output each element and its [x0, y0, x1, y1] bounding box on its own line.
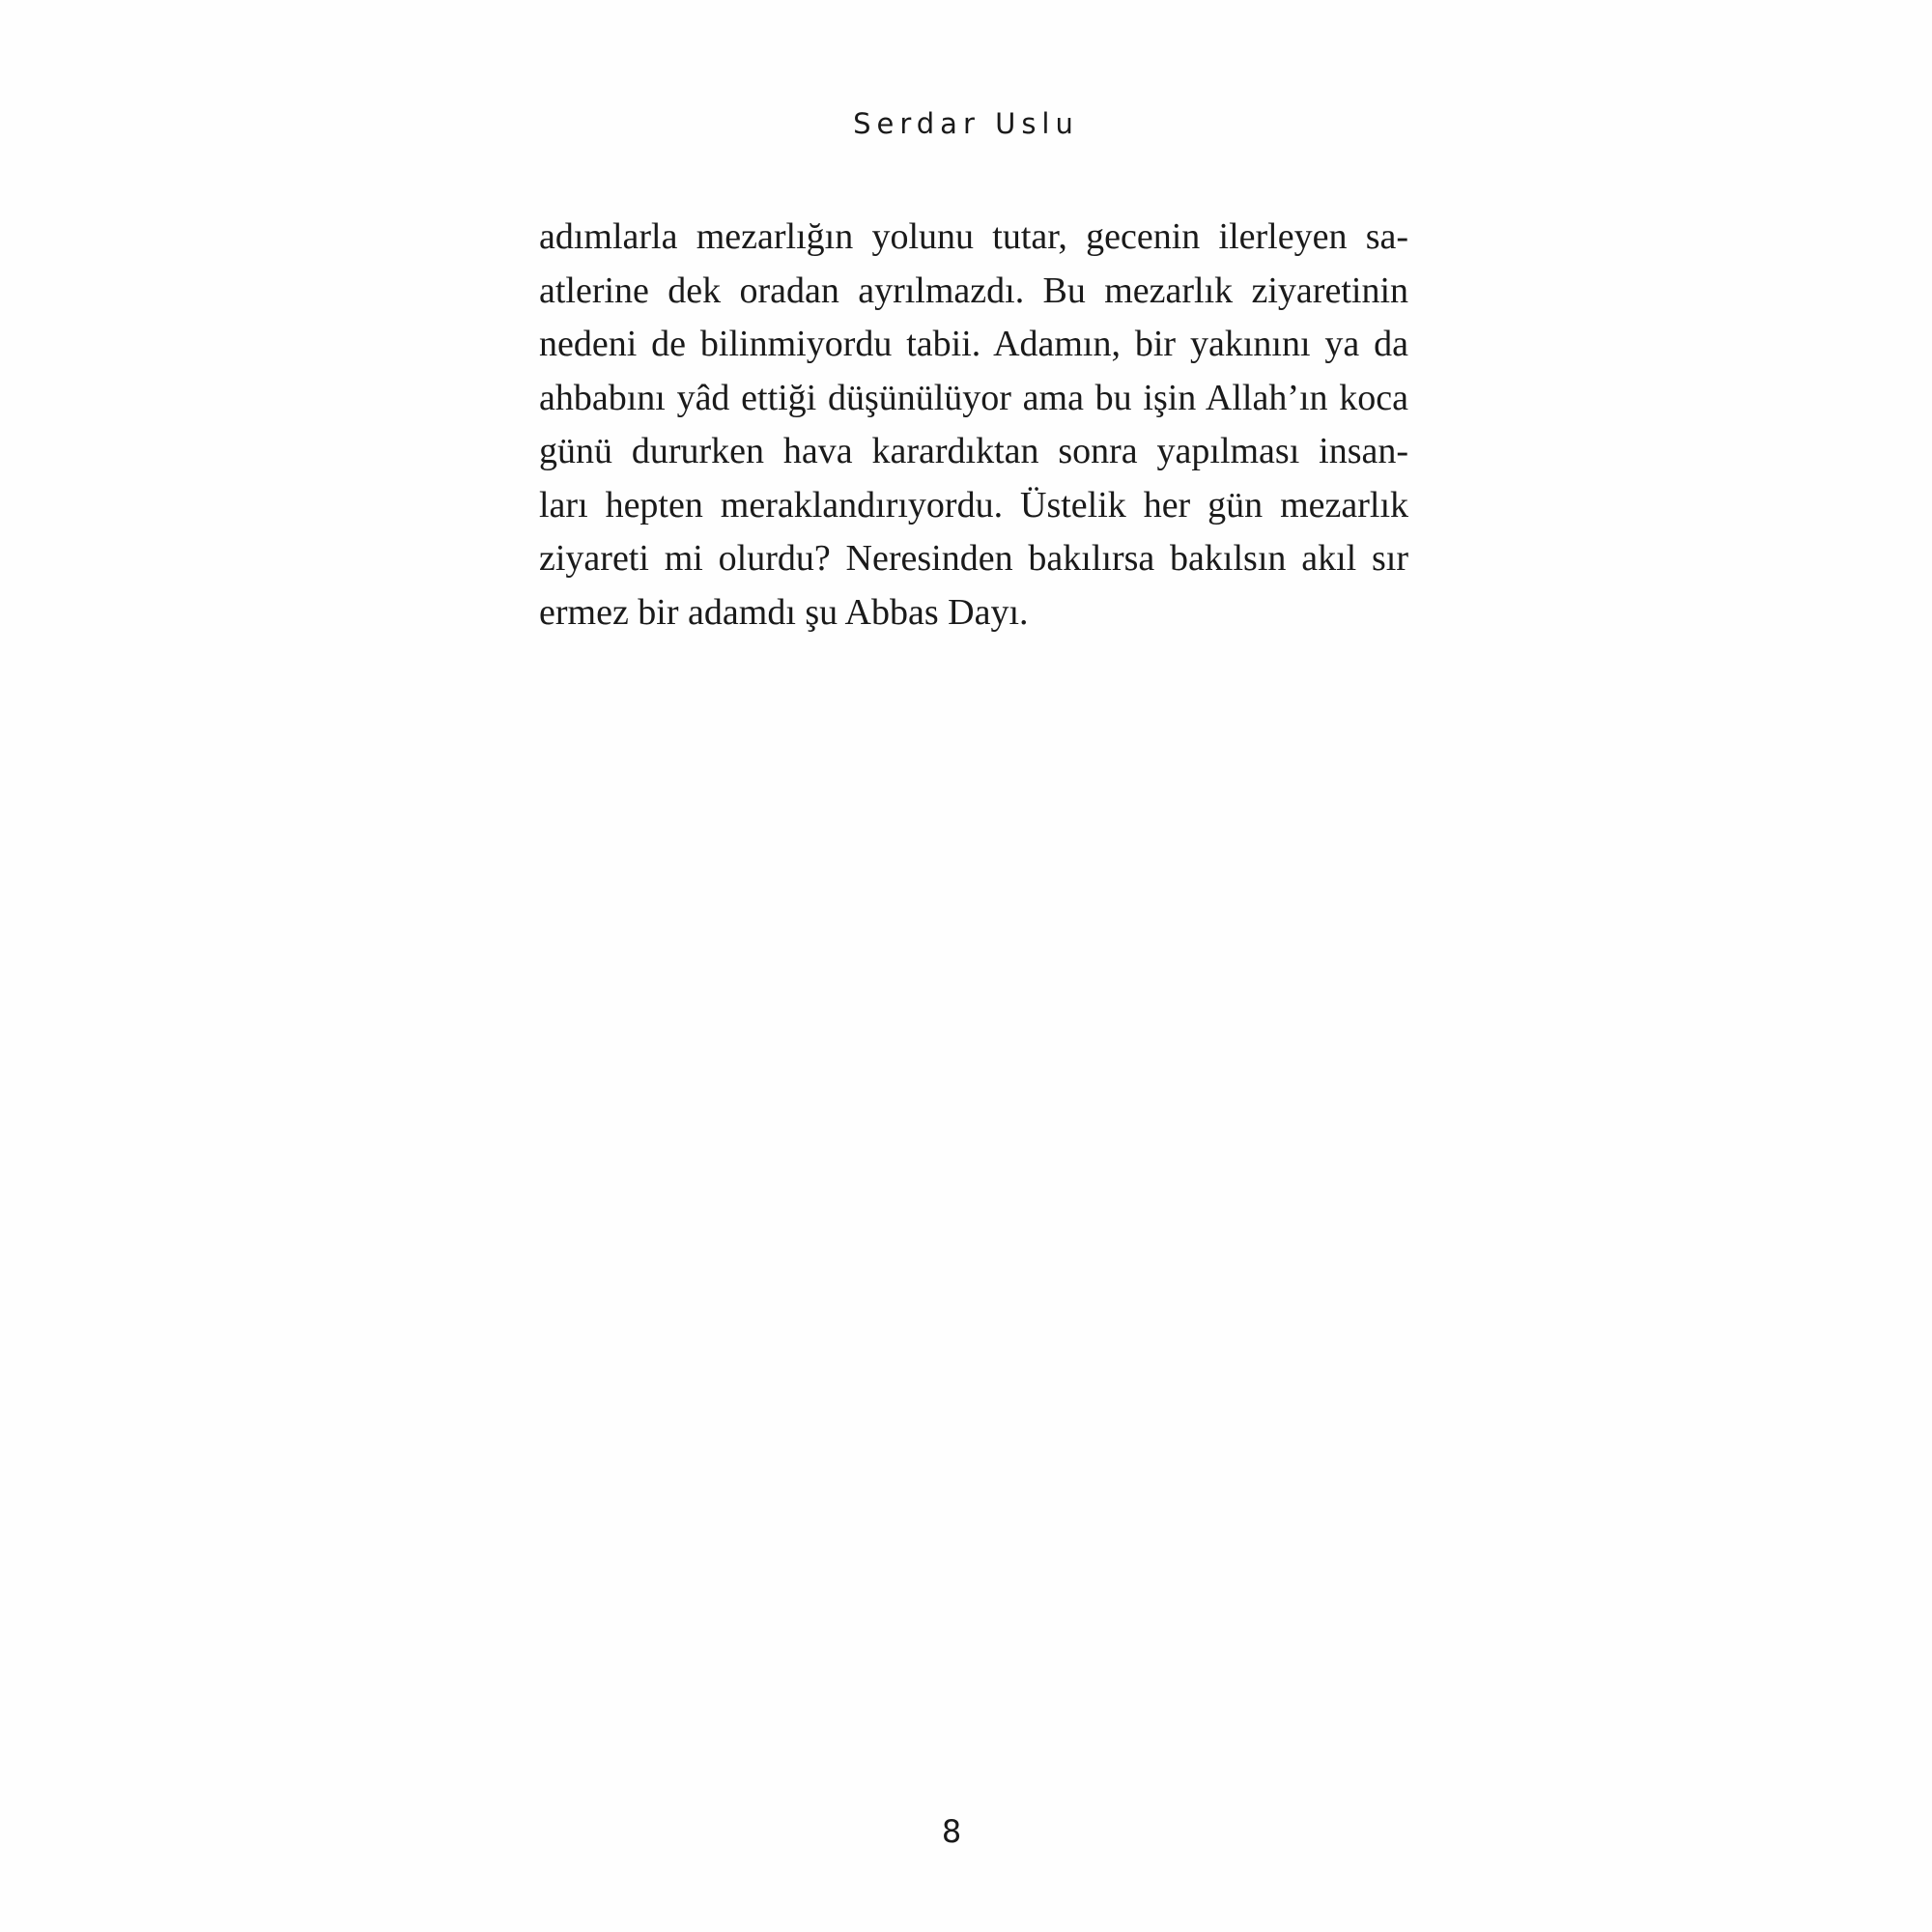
text-line: günü dururken hava karardıktan sonra yapılması insan-: [539, 431, 1408, 471]
body-paragraph: [539, 211, 1408, 639]
text-line: atlerine dek oradan ayrılmazdı. Bu mezarlık ziyaretinin: [539, 270, 1408, 311]
text-line: ları hepten meraklandırıyordu. Üstelik her gün mezarlık: [539, 484, 1408, 526]
running-header-author: Serdar Uslu: [853, 107, 1079, 140]
page-number: 8: [941, 1813, 962, 1850]
text-line: ermez bir adamdı şu Abbas Dayı.: [539, 591, 1029, 633]
text-line: adımlarla mezarlığın yolunu tutar, gecenin ilerleyen sa-: [539, 216, 1408, 257]
text-line: ahbabını yâd ettiği düşünülüyor ama bu işin Allah’ın koca: [539, 377, 1408, 418]
text-line: ziyareti mi olurdu? Neresinden bakılırsa bakılsın akıl sır: [539, 538, 1408, 579]
text-line: nedeni de bilinmiyordu tabii. Adamın, bir yakınını ya da: [539, 324, 1408, 364]
